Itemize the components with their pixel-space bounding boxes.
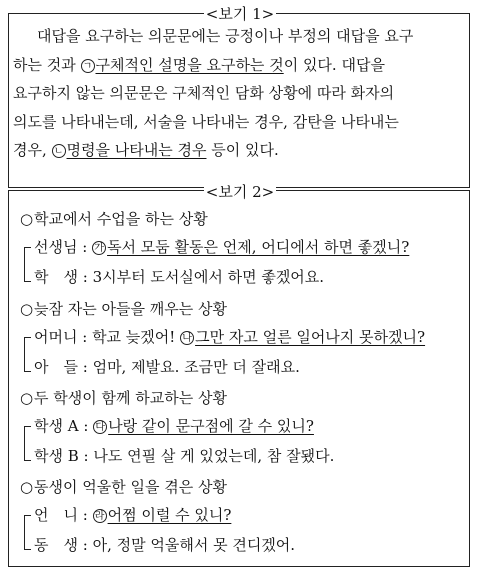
dialogue-line: 선생님 : 가 독서 모둠 활동은 언제, 어디에서 하면 좋겠니? bbox=[34, 238, 410, 256]
dialogue-line: 아 들 : 엄마, 제발요. 조금만 더 잘래요. bbox=[34, 358, 300, 376]
example-box-2-title: <보기 2> bbox=[205, 183, 275, 201]
circled-marker-a: ㄱ bbox=[81, 59, 95, 73]
dialogue-line: 학생 B : 나도 연필 살 게 있었는데, 참 잘됐다. bbox=[34, 447, 335, 465]
underlined-phrase-b: 명령을 나타내는 경우 bbox=[66, 141, 207, 159]
circled-marker-na: 나 bbox=[180, 331, 194, 345]
circled-marker-b: ㄴ bbox=[52, 144, 66, 158]
example-1-line-3: 요구하지 않는 의문문은 구체적인 담화 상황에 따라 화자의 bbox=[13, 84, 395, 102]
dialogue-bracket bbox=[24, 337, 31, 372]
dialogue-line: 학 생 : 3시부터 도서실에서 하면 좋겠어요. bbox=[34, 268, 325, 286]
dialogue-bracket bbox=[24, 247, 31, 282]
dialogue-line: 동 생 : 아, 정말 억울해서 못 견디겠어. bbox=[34, 536, 296, 554]
dialogue-bracket bbox=[24, 426, 31, 461]
example-1-line-1: 대답을 요구하는 의문문에는 긍정이나 부정의 대답을 요구 bbox=[37, 27, 414, 45]
scene-title: ○학교에서 수업을 하는 상황 bbox=[20, 210, 208, 228]
dialogue-line: 언 니 : 라 어쩜 이럴 수 있니? bbox=[34, 506, 232, 524]
example-1-line-4: 의도를 나타내는데, 서술을 나타내는 경우, 감탄을 나타내는 bbox=[13, 112, 399, 131]
circled-marker-ra: 라 bbox=[93, 509, 107, 523]
circled-marker-ga: 가 bbox=[92, 241, 106, 255]
circled-marker-da: 다 bbox=[93, 420, 107, 434]
example-1-line-2: 하는 것과 ㄱ 구체적인 설명을 요구하는 것이 있다. 대답을 bbox=[13, 55, 385, 74]
scene-title: ○두 학생이 함께 하교하는 상황 bbox=[20, 389, 227, 407]
example-1-line-5: 경우, ㄴ 명령을 나타내는 경우 등이 있다. bbox=[13, 141, 279, 159]
dialogue-bracket bbox=[24, 515, 31, 550]
scene-title: ○늦잠 자는 아들을 깨우는 상황 bbox=[20, 300, 227, 318]
dialogue-line: 어머니 : 학교 늦겠어! 나 그만 자고 얼른 일어나지 못하겠니? bbox=[34, 328, 426, 346]
dialogue-line: 학생 A : 다 나랑 같이 문구점에 갈 수 있니? bbox=[34, 417, 314, 435]
scene-title: ○동생이 억울한 일을 겪은 상황 bbox=[20, 478, 227, 496]
underlined-phrase-a: 구체적인 설명을 요구하는 것 bbox=[95, 55, 284, 74]
example-box-1-title: <보기 1> bbox=[205, 5, 275, 23]
example-1-paragraph bbox=[13, 22, 453, 165]
